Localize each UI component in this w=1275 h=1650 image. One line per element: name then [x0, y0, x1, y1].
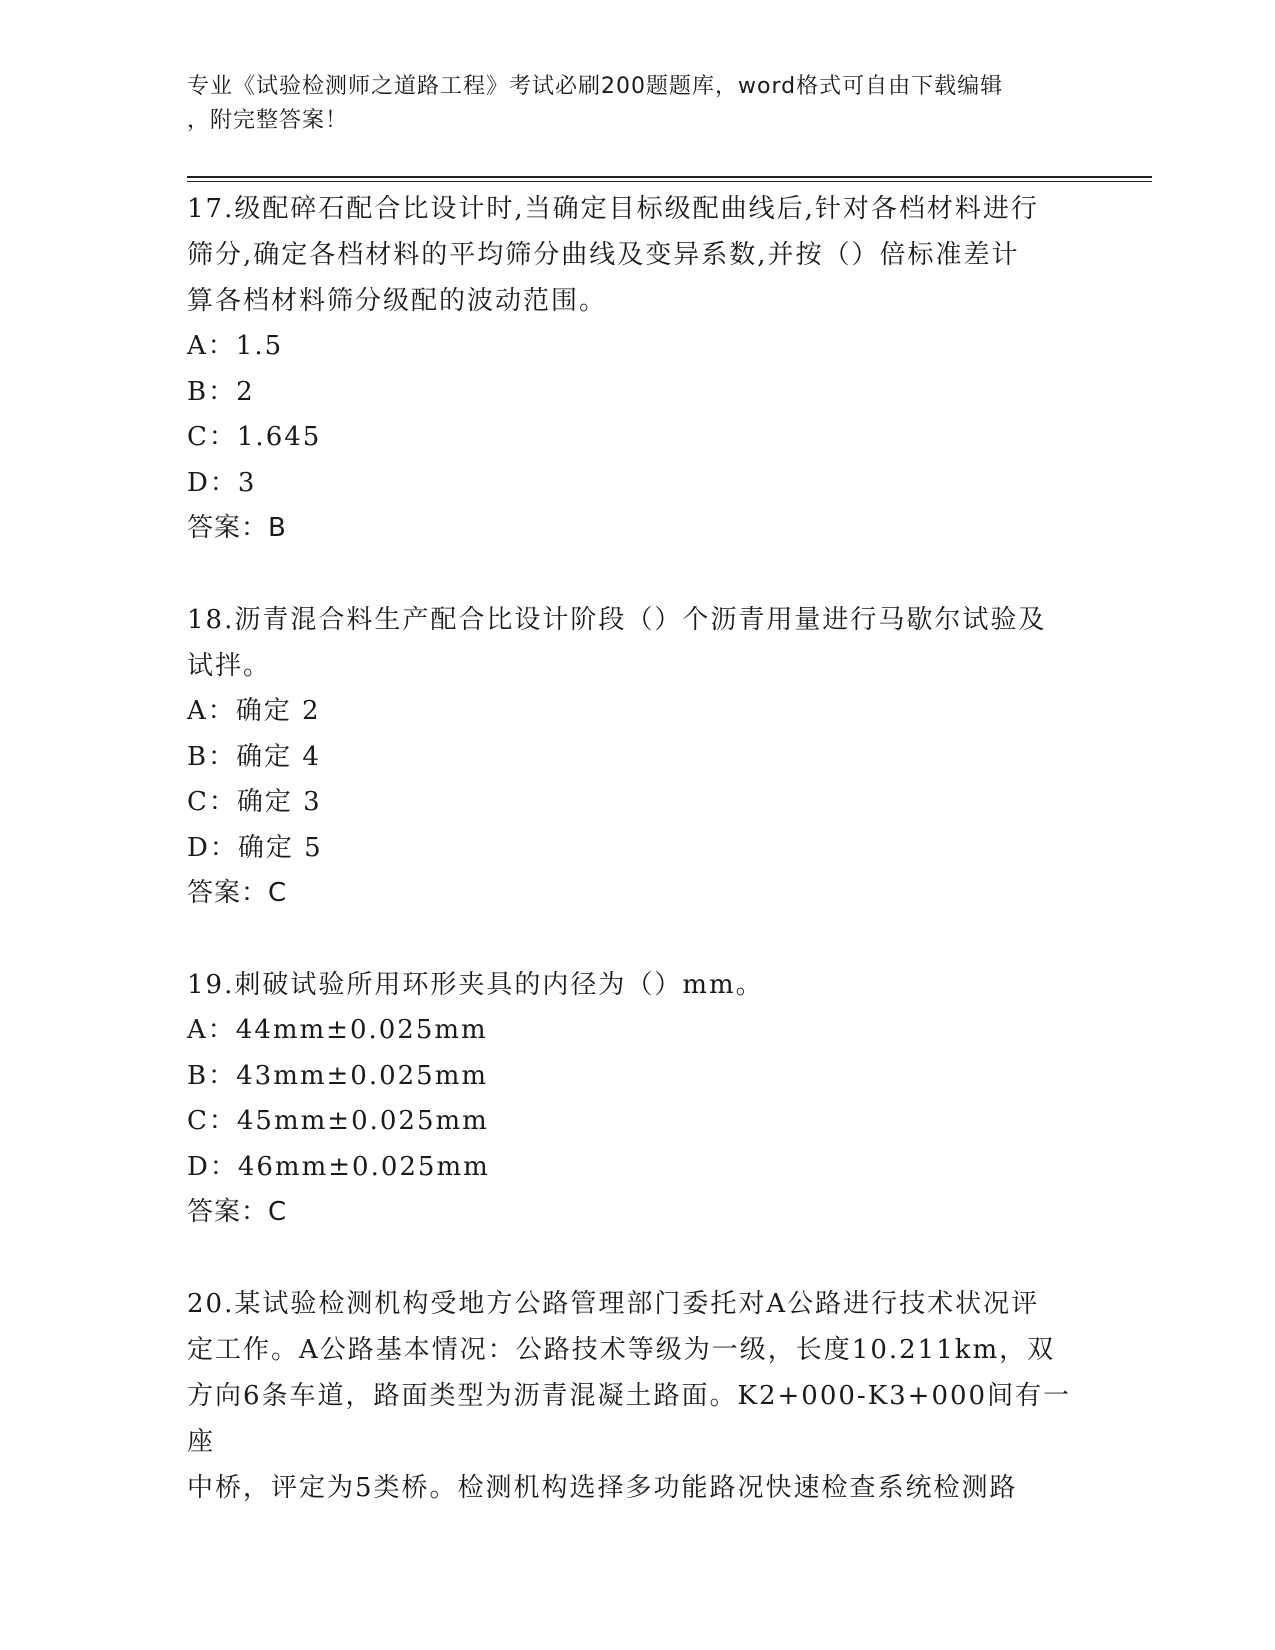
- question-spacer: [187, 1235, 1087, 1281]
- option-c: C：确定 3: [187, 787, 322, 817]
- question-stem-line: 方向6条车道，路面类型为沥青混凝土路面。K2+000-K3+000间有一座: [187, 1381, 1072, 1457]
- option-a: A：确定 2: [187, 696, 321, 726]
- option-a: A：44mm±0.025mm: [187, 1015, 488, 1045]
- header-title-line-2: ，附完整答案！: [187, 108, 349, 133]
- answer-line: 答案：C: [187, 1197, 288, 1227]
- question-17: [187, 186, 1087, 551]
- question-stem-line: 中桥，评定为5类桥。检测机构选择多功能路况快速检查系统检测路: [187, 1473, 1018, 1503]
- question-stem-line: 试拌。: [187, 651, 272, 681]
- question-stem-line: 算各档材料筛分级配的波动范围。: [187, 286, 608, 316]
- question-19: [187, 962, 1087, 1235]
- option-b: B：2: [187, 376, 255, 407]
- question-stem-line: 定工作。A公路基本情况：公路技术等级为一级，长度10.211km，双: [187, 1335, 1056, 1365]
- question-stem-line: 17.级配碎石配合比设计时,当确定目标级配曲线后,针对各档材料进行: [187, 194, 1039, 224]
- option-d: D：确定 5: [187, 832, 323, 863]
- question-stem-line: 20.某试验检测机构受地方公路管理部门委托对A公路进行技术状况评: [187, 1289, 1040, 1319]
- document-header: [187, 70, 1077, 138]
- answer-line: 答案：C: [187, 878, 288, 908]
- question-20: [187, 1281, 1087, 1511]
- option-c: C：1.645: [187, 422, 322, 452]
- question-stem-line: 19.刺破试验所用环形夹具的内径为（）mm。: [187, 970, 764, 1000]
- question-stem-line: 筛分,确定各档材料的平均筛分曲线及变异系数,并按（）倍标准差计: [187, 240, 1020, 270]
- option-d: D：3: [187, 467, 257, 498]
- question-spacer: [187, 916, 1087, 962]
- option-c: C：45mm±0.025mm: [187, 1106, 489, 1136]
- option-a: A：1.5: [187, 331, 284, 361]
- question-18: [187, 597, 1087, 916]
- header-title-line-1: 专业《试验检测师之道路工程》考试必刷200题题库，word格式可自由下载编辑: [187, 74, 1004, 99]
- header-divider-thick: [187, 176, 1152, 178]
- option-b: B：43mm±0.025mm: [187, 1060, 489, 1091]
- question-list: [187, 186, 1087, 1511]
- answer-line: 答案：B: [187, 513, 287, 543]
- question-stem-line: 18.沥青混合料生产配合比设计阶段（）个沥青用量进行马歇尔试验及: [187, 605, 1047, 635]
- option-d: D：46mm±0.025mm: [187, 1151, 490, 1182]
- header-divider-thin: [187, 181, 1152, 182]
- question-spacer: [187, 551, 1087, 597]
- option-b: B：确定 4: [187, 741, 321, 772]
